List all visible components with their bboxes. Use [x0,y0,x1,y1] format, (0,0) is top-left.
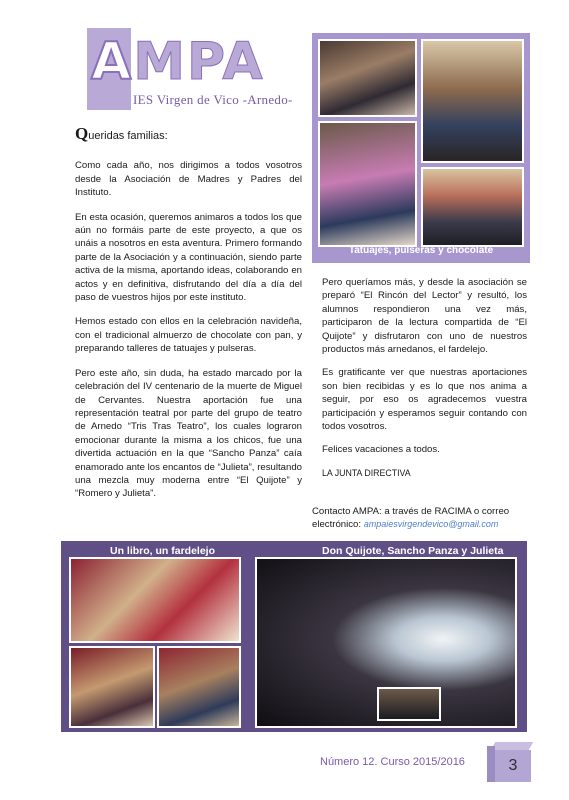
theatre-caption: Don Quijote, Sancho Panza y Julieta [322,545,504,557]
paragraph: En esta ocasión, queremos animaros a todos los que aún no formáis parte de este proyecto, a que os unáis a nosotros en esta aventura. Primero formando parte de la Asociación y a continuación, siendo parte activa de la misma, aportando ideas, colaborando en actos y en definitiva, disfrutando del día a día del paso de vuestros hijos por este instituto. [75,211,302,304]
logo-wordmark: AMPA [91,32,265,92]
cube-side [487,746,495,782]
logo-subtitle: IES Virgen de Vico -Arnedo- [133,92,293,107]
contact-email-link[interactable]: ampaiesvirgendevico@gmail.com [363,519,499,530]
photo-workshop [318,39,417,117]
photo-collage [312,33,530,263]
cube-top [491,742,534,750]
contact-info [312,505,537,532]
signature: LA JUNTA DIRECTIVA [322,467,411,478]
letter-right-column [322,276,527,493]
photo-students [318,121,417,247]
issue-info: Número 12. Curso 2015/2016 [320,756,465,768]
photo-hall [421,39,524,163]
paragraph: Pero este año, sin duda, ha estado marcado por la celebración del IV centenario de la muerte de Miguel de Cervantes. Nuestra aportación fue una representación teatral por parte del grupo de teatro de Arnedo “Tris Tras Teatro”, los cuales lograron emocionar durante la misma a los chicos, fue una divertida actuación en la que “Sancho Panza” caía enamorado ante los encantos de “Julieta”, resultando una mezcla muy moderna entre “El Quijote” y “Romero y Julieta”. [75,367,302,500]
letter-left-column [75,124,302,512]
photo-reading-boy [69,646,155,728]
collage-caption: Tatuajes, pulseras y chocolate [348,245,494,256]
greeting: Queridas familias: [75,124,168,143]
paragraph: Como cada año, nos dirigimos a todos vosotros desde la Asociación de Madres y Padres del Instituto. [75,160,302,199]
page-number-cube [487,742,533,784]
paragraph: Es gratificante ver que nuestras aportaciones son bien recibidas y es lo que nos anima a seguir, por eso os agradecemos vuestra participación y esperamos seguir contando con todos vosotros. [322,367,527,433]
ampa-logo [87,28,317,118]
photo-theatre-stage [255,557,517,728]
photo-reading-girl [69,557,241,643]
contact-text: Contacto AMPA: a través de RACIMA o correo electrónico: [312,506,510,531]
photo-group [421,167,524,247]
photo-reading-boy-2 [157,646,241,728]
paragraph: Hemos estado con ellos en la celebración navideña, con el tradicional almuerzo de chocolate con pan, y preparando talleres de tatuajes y pulseras. [75,316,302,355]
paragraph: Felices vacaciones a todos. [322,444,440,456]
reading-caption: Un libro, un fardelejo [110,545,216,557]
paragraph: Pero queríamos más, y desde la asociación se preparó “El Rincón del Lector” y resultó, los alumnos respondieron una vez más, participaron de la lectura compartida de “El Quijote” y disfrutaron con uno de nuestros productos más arnedanos, el fardelejo. [322,277,527,356]
page-number: 3 [495,750,531,782]
